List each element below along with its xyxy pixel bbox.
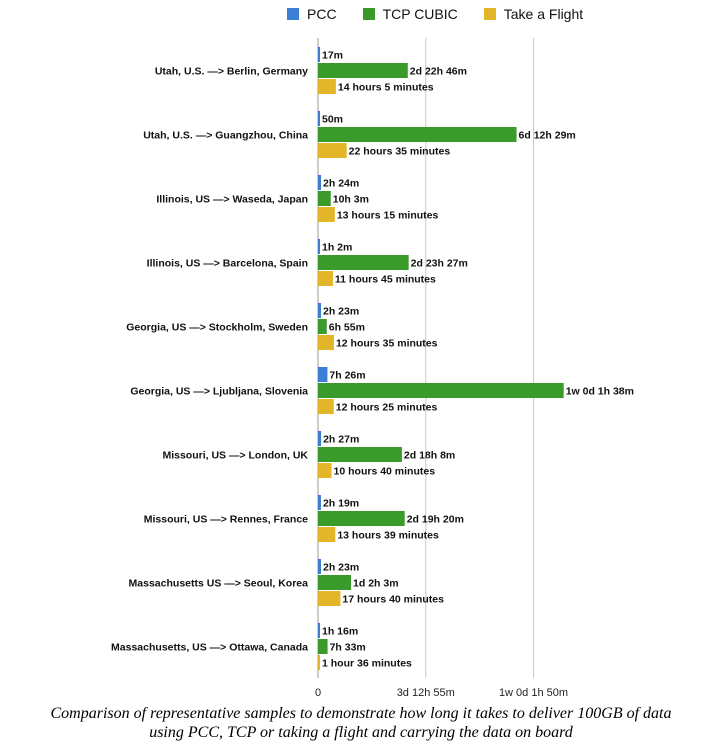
bar-s0-c4 <box>318 303 321 318</box>
data-label-s2-c9: 1 hour 36 minutes <box>322 657 412 670</box>
bar-s0-c3 <box>318 239 320 254</box>
bar-s2-c1 <box>318 143 347 158</box>
bar-s0-c0 <box>318 47 320 62</box>
data-label-s0-c9: 1h 16m <box>322 625 359 638</box>
data-label-s1-c0: 2d 22h 46m <box>409 65 467 78</box>
bar-s2-c6 <box>318 463 332 478</box>
data-label-s2-c3: 11 hours 45 minutes <box>334 273 436 286</box>
data-label-s0-c4: 2h 23m <box>323 305 360 318</box>
bar-s2-c0 <box>318 79 336 94</box>
bar-s0-c9 <box>318 623 320 638</box>
bar-s1-c7 <box>318 511 405 526</box>
bar-s1-c5 <box>318 383 564 398</box>
category-label-7: Missouri, US —> Rennes, France <box>143 513 308 526</box>
category-label-3: Illinois, US —> Barcelona, Spain <box>146 257 308 270</box>
category-label-4: Georgia, US —> Stockholm, Sweden <box>126 321 308 334</box>
legend-label-pcc: PCC <box>307 6 337 22</box>
bar-s1-c3 <box>318 255 409 270</box>
data-label-s0-c1: 50m <box>322 113 344 126</box>
data-label-s1-c5: 1w 0d 1h 38m <box>565 385 634 398</box>
bar-s0-c6 <box>318 431 321 446</box>
bar-s2-c7 <box>318 527 335 542</box>
bar-s2-c8 <box>318 591 340 606</box>
bar-s2-c3 <box>318 271 333 286</box>
bar-s0-c8 <box>318 559 321 574</box>
data-label-s2-c0: 14 hours 5 minutes <box>337 81 434 94</box>
data-label-s2-c6: 10 hours 40 minutes <box>333 465 436 478</box>
bar-s0-c2 <box>318 175 321 190</box>
category-label-2: Illinois, US —> Waseda, Japan <box>156 193 308 206</box>
data-label-s1-c1: 6d 12h 29m <box>518 129 576 142</box>
bar-s2-c2 <box>318 207 335 222</box>
data-label-s2-c8: 17 hours 40 minutes <box>342 593 444 606</box>
category-label-8: Massachusetts US —> Seoul, Korea <box>128 577 308 590</box>
bar-s1-c1 <box>318 127 517 142</box>
bar-s1-c4 <box>318 319 327 334</box>
data-label-s1-c6: 2d 18h 8m <box>403 449 456 462</box>
category-label-5: Georgia, US —> Ljubljana, Slovenia <box>130 385 308 398</box>
bar-s0-c1 <box>318 111 320 126</box>
category-label-1: Utah, U.S. —> Guangzhou, China <box>143 129 308 142</box>
category-label-6: Missouri, US —> London, UK <box>162 449 308 462</box>
data-label-s2-c2: 13 hours 15 minutes <box>336 209 439 222</box>
data-label-s2-c5: 12 hours 25 minutes <box>335 401 438 414</box>
legend-label-tcp-cubic: TCP CUBIC <box>382 6 458 22</box>
data-label-s1-c2: 10h 3m <box>332 193 369 206</box>
bar-s1-c2 <box>318 191 331 206</box>
data-label-s0-c0: 17m <box>322 49 344 62</box>
data-label-s0-c6: 2h 27m <box>323 433 360 446</box>
data-label-s1-c4: 6h 55m <box>328 321 365 334</box>
figure-caption <box>0 704 722 742</box>
data-label-s1-c9: 7h 33m <box>329 641 366 654</box>
category-label-9: Massachusetts, US —> Ottawa, Canada <box>111 641 308 654</box>
bar-s1-c6 <box>318 447 402 462</box>
data-label-s0-c5: 7h 26m <box>329 369 366 382</box>
x-tick-label-0: 0 <box>314 687 322 699</box>
bar-s2-c4 <box>318 335 334 350</box>
bar-s0-c7 <box>318 495 321 510</box>
data-label-s0-c3: 1h 2m <box>322 241 353 254</box>
data-label-s1-c8: 1d 2h 3m <box>353 577 399 590</box>
legend-label-flight: Take a Flight <box>503 6 584 22</box>
data-label-s1-c3: 2d 23h 27m <box>410 257 468 270</box>
data-label-s2-c1: 22 hours 35 minutes <box>348 145 451 158</box>
data-label-s0-c8: 2h 23m <box>323 561 360 574</box>
x-tick-label-2: 1w 0d 1h 50m <box>498 687 569 699</box>
caption-line-1: Comparison of representative samples to demonstrate how long it takes to deliver 100GB of data <box>50 705 672 722</box>
bar-s2-c5 <box>318 399 334 414</box>
bar-s1-c8 <box>318 575 351 590</box>
caption-line-2: using PCC, TCP or taking a flight and carrying the data on board <box>149 724 573 741</box>
bar-s1-c9 <box>318 639 328 654</box>
data-label-s1-c7: 2d 19h 20m <box>406 513 464 526</box>
category-label-0: Utah, U.S. —> Berlin, Germany <box>154 65 308 78</box>
data-label-s0-c2: 2h 24m <box>323 177 360 190</box>
data-label-s2-c4: 12 hours 35 minutes <box>335 337 438 350</box>
x-tick-label-1: 3d 12h 55m <box>396 687 455 699</box>
bar-s2-c9 <box>318 655 320 670</box>
bar-s1-c0 <box>318 63 408 78</box>
data-label-s2-c7: 13 hours 39 minutes <box>337 529 439 542</box>
bar-s0-c5 <box>318 367 327 382</box>
data-label-s0-c7: 2h 19m <box>322 497 360 510</box>
